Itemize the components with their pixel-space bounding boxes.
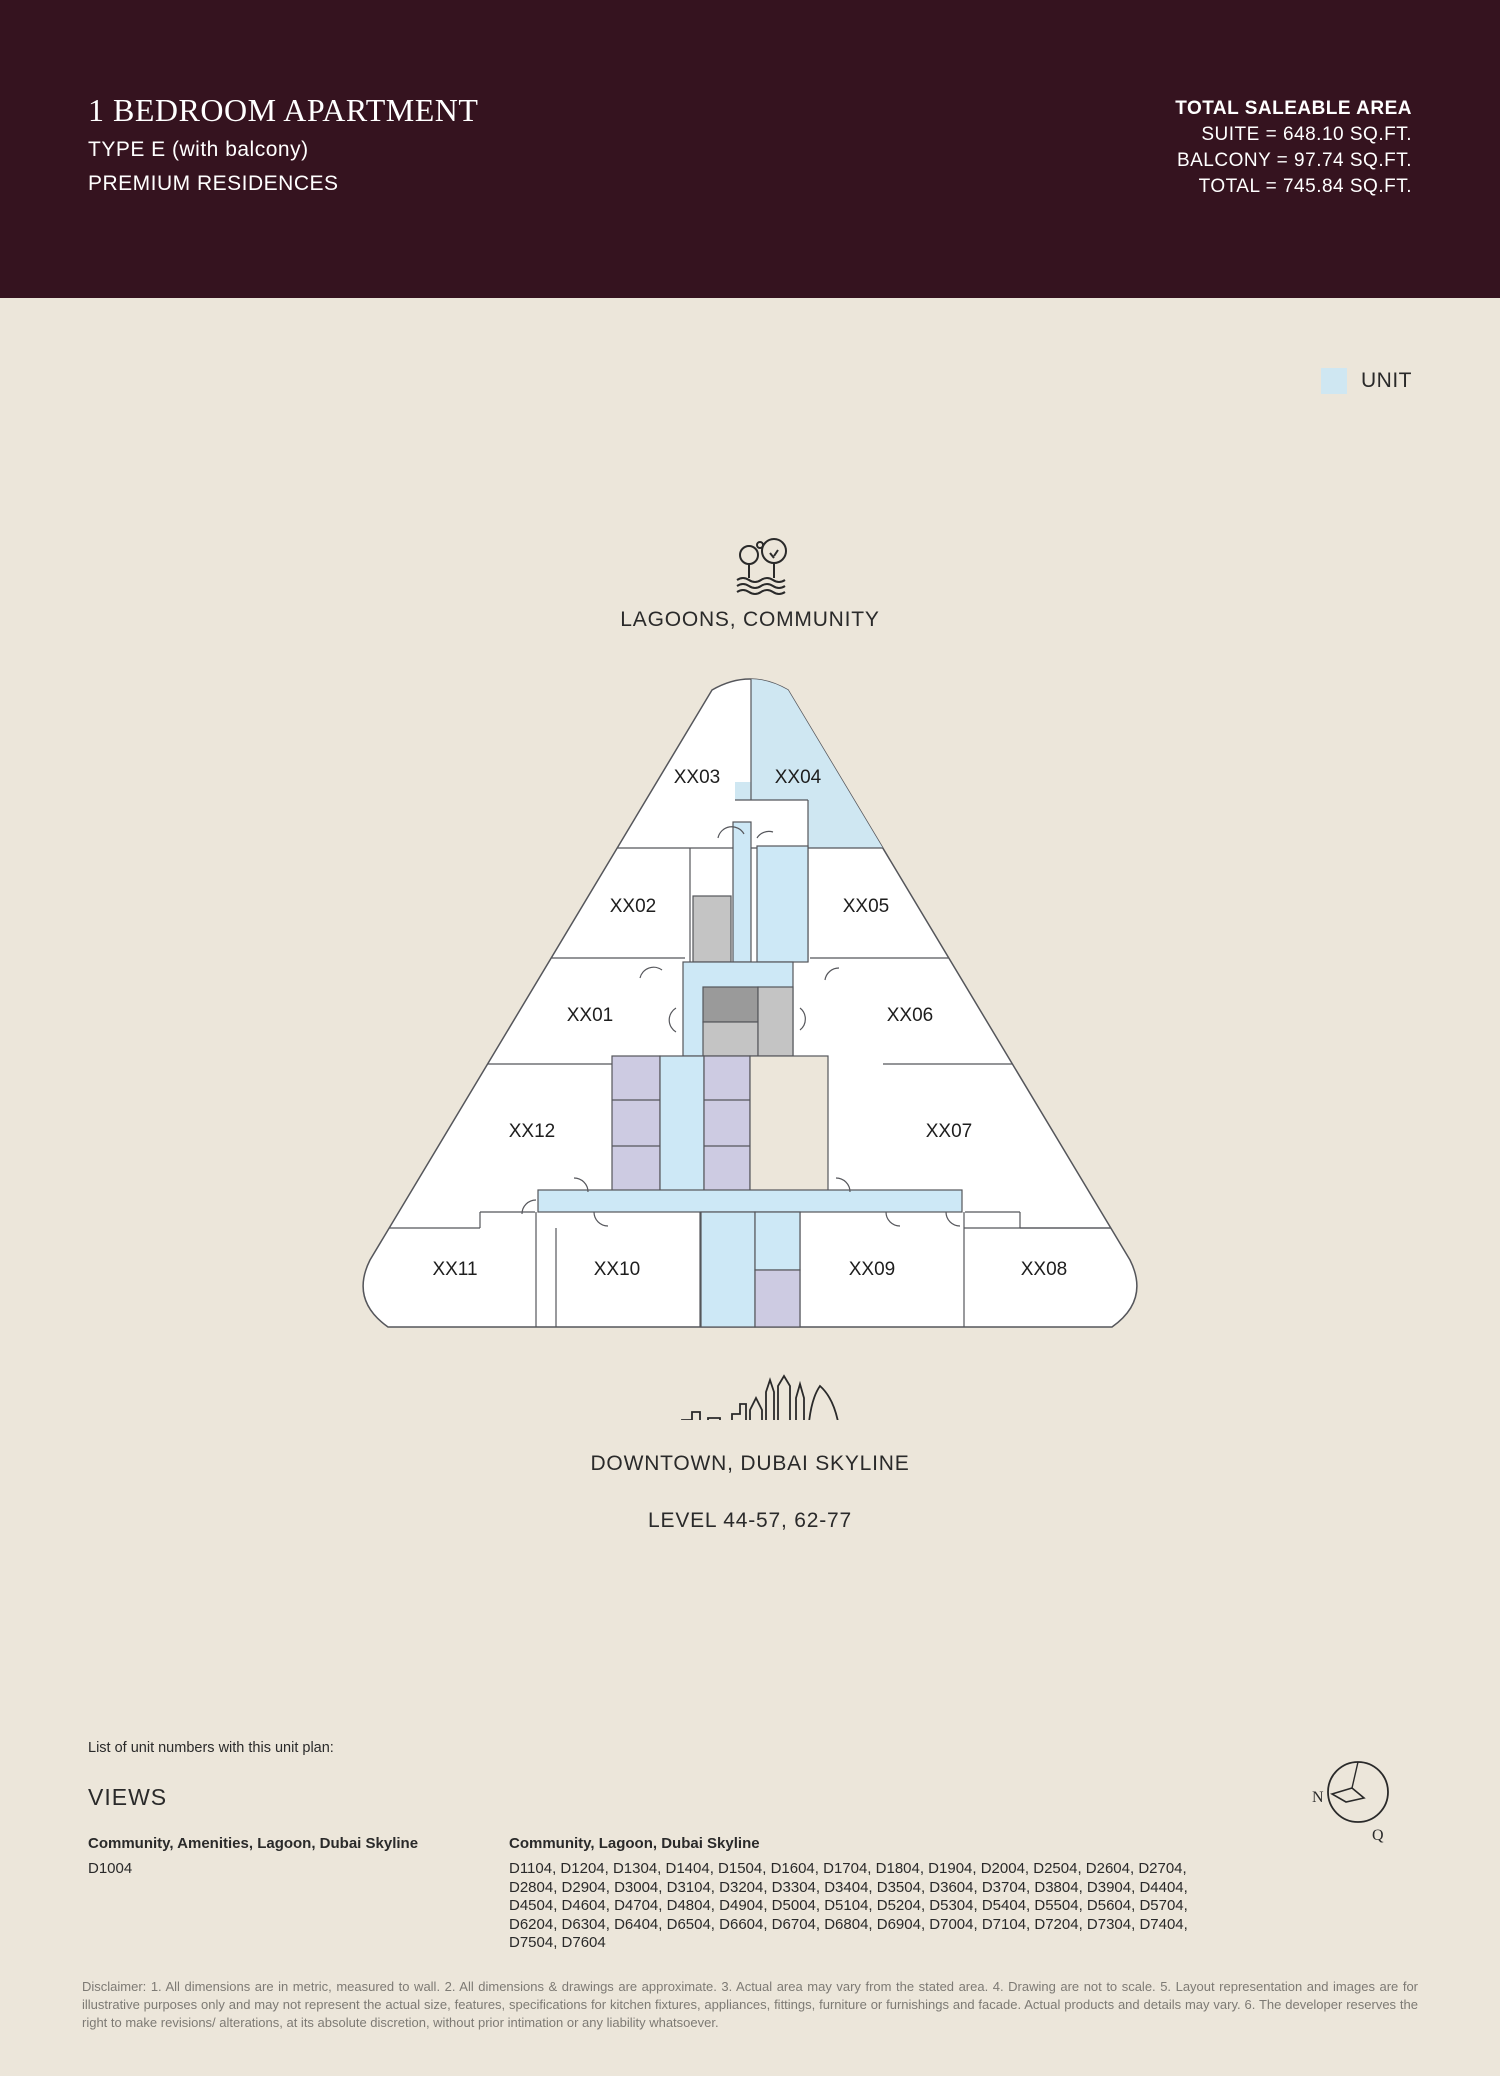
view-group-2-units: D1104, D1204, D1304, D1404, D1504, D1604, D1704, D1804, D1904, D2004, D2504, D2604, D2704, D2804, D2904, D3004, D3104, D3204, D3304, D3404, D3504, D3604, D3704, D3804, D3904, D4404, D4504, D4604, D4704, D4804, D4904, D5004, D5104, D5204, D5304, D5404, D5504, D5604, D5704, D6204, D6304, D6404, D6504, D6604, D6704, D6804, D6904, D7004, D7104, D7204, D7304, D7404, D7504, D7604 xyxy=(509,1860,1188,1951)
unit-label-xx09: XX09 xyxy=(848,1259,896,1280)
level-range: LEVEL 44-57, 62-77 xyxy=(648,1509,852,1532)
compass-q: Q xyxy=(1372,1827,1384,1844)
unit-label-xx07: XX07 xyxy=(925,1121,973,1142)
balcony-area: BALCONY = 97.74 SQ.FT. xyxy=(1176,150,1412,171)
unit-label-xx12: XX12 xyxy=(508,1121,556,1142)
area-title: TOTAL SALEABLE AREA xyxy=(1175,98,1412,119)
collection-name: PREMIUM RESIDENCES xyxy=(88,172,339,195)
unit-label-xx11: XX11 xyxy=(432,1259,478,1280)
unit-label-xx02: XX02 xyxy=(609,896,657,917)
skyline-icon xyxy=(676,1376,846,1420)
unit-label-xx04: XX04 xyxy=(774,767,822,788)
unit-label-xx08: XX08 xyxy=(1020,1259,1068,1280)
unit-label-xx10: XX10 xyxy=(593,1259,641,1280)
views-heading: VIEWS xyxy=(88,1784,168,1810)
suite-area: SUITE = 648.10 SQ.FT. xyxy=(1201,124,1412,145)
legend-label: UNIT xyxy=(1361,369,1412,392)
total-area: TOTAL = 745.84 SQ.FT. xyxy=(1198,176,1412,197)
unit-label-xx06: XX06 xyxy=(886,1005,934,1026)
unit-type: TYPE E (with balcony) xyxy=(88,138,309,161)
unit-label-xx03: XX03 xyxy=(673,767,721,788)
top-view-label: LAGOONS, COMMUNITY xyxy=(620,608,880,631)
lagoon-trees-icon xyxy=(737,539,786,594)
view-group-1-title: Community, Amenities, Lagoon, Dubai Skyline xyxy=(88,1835,419,1852)
compass-n: N xyxy=(1312,1789,1324,1806)
page-title: 1 BEDROOM APARTMENT xyxy=(88,92,479,128)
unit-label-xx01: XX01 xyxy=(566,1005,614,1026)
view-group-2-title: Community, Lagoon, Dubai Skyline xyxy=(509,1835,760,1852)
unit-list-intro: List of unit numbers with this unit plan: xyxy=(88,1740,334,1756)
view-group-1 xyxy=(88,1835,418,1879)
unit-label-xx05: XX05 xyxy=(842,896,890,917)
view-group-2 xyxy=(509,1835,1229,1953)
view-group-1-units: D1004 xyxy=(88,1860,133,1877)
compass-icon xyxy=(1306,1758,1396,1848)
disclaimer: Disclaimer: 1. All dimensions are in metric, measured to wall. 2. All dimensions & drawings are approximate. 3. Actual area may vary from the stated area. 4. Drawing are not to scale. 5. Layout representation and images are for illustrative purposes only and may not represent the actual size, features, specifications for kitchen fixtures, appliances, fittings, furniture or furnishings and facade. Actual products and details may vary. 6. The developer reserves the right to make revisions/ alterations, at its absolute discretion, without prior intimation or any liability whatsoever. xyxy=(82,1979,1418,2030)
bottom-view-label: DOWNTOWN, DUBAI SKYLINE xyxy=(590,1452,910,1475)
